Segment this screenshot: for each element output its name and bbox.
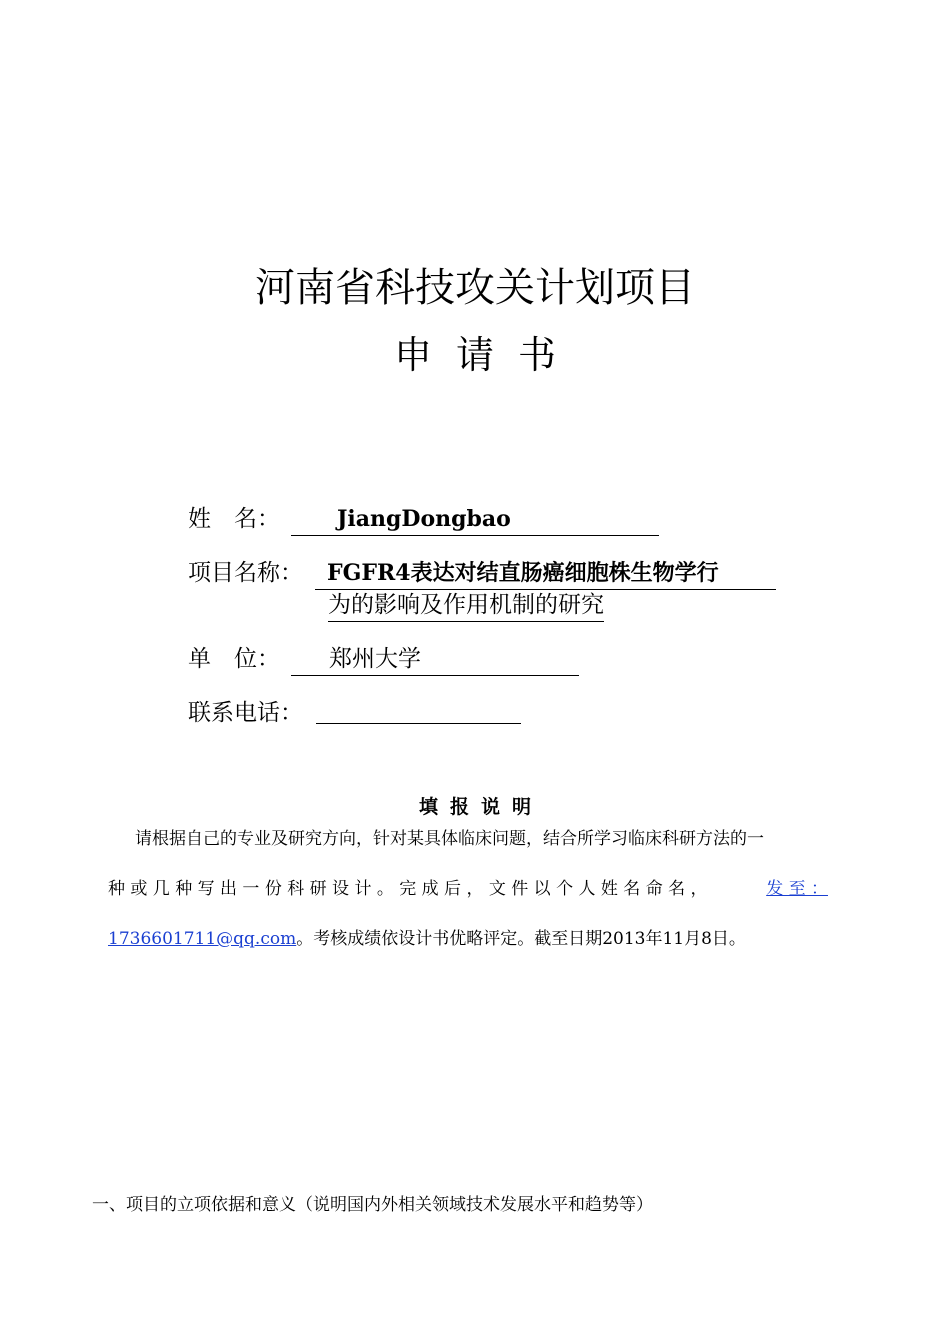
instructions-line2-text: 种 或 几 种 写 出 一 份 科 研 设 计 。 完 成 后 ， 文 件 以 个 人 姓 名 命 名 ， — [108, 879, 708, 899]
document-subtitle: 申请书 — [393, 333, 580, 377]
project-name-line1-text: FGFR4表达对结直肠癌细胞株生物学行 — [327, 560, 719, 586]
unit-value: 郑州大学 — [291, 643, 579, 676]
section-1-title: 一、项目的立项依据和意义（说明国内外相关领域技术发展水平和趋势等） — [92, 1195, 653, 1215]
instructions-heading: 填报说明 — [418, 796, 543, 818]
instructions-line1: 请根据自己的专业及研究方向，针对某具体临床问题，结合所学习临床科研方法的一 — [135, 829, 764, 849]
name-label: 姓 名： — [188, 506, 280, 532]
phone-value — [316, 697, 521, 724]
instructions-line3 — [108, 926, 746, 952]
instructions-line3-text: 。考核成绩依设计书优略评定。截至日期2013年11月8日。 — [296, 929, 746, 949]
unit-label: 单 位： — [188, 646, 280, 672]
project-name-value-line2: 为的影响及作用机制的研究 — [328, 589, 604, 622]
project-name-value-line1 — [315, 557, 776, 590]
document-title: 河南省科技攻关计划项目 — [255, 265, 695, 311]
name-value: JiangDongbao — [291, 503, 659, 536]
email-link[interactable]: 1736601711@qq.com — [108, 929, 297, 949]
phone-label: 联系电话： — [188, 700, 303, 726]
project-name-label: 项目名称： — [188, 560, 303, 586]
instructions-line2 — [108, 876, 828, 902]
email-link-prefix[interactable]: 发 至 ： — [766, 879, 828, 899]
